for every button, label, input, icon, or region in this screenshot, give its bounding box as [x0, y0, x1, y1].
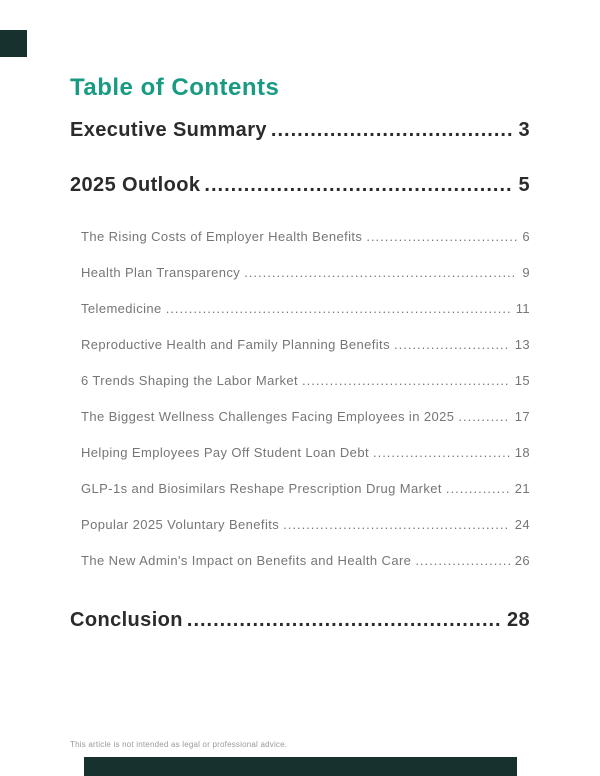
- toc-entry-label: Executive Summary: [70, 119, 267, 141]
- dot-leader: [373, 445, 510, 460]
- toc-entry-page-number: 3: [518, 119, 530, 141]
- dot-leader: [187, 609, 502, 632]
- toc-entry-label: Health Plan Transparency: [81, 265, 241, 280]
- toc-entry-label: Popular 2025 Voluntary Benefits: [81, 517, 280, 532]
- toc-entry-page-number: 24: [514, 517, 530, 532]
- toc-entry-label: The Rising Costs of Employer Health Benefits: [81, 229, 363, 244]
- page-bottom-accent: [84, 757, 517, 776]
- dot-leader: [204, 174, 513, 197]
- dot-leader: [283, 517, 510, 532]
- dot-leader: [166, 301, 511, 316]
- page-corner-accent: [0, 30, 27, 57]
- dot-leader: [244, 265, 517, 280]
- toc-entry-reproductive-health[interactable]: [81, 337, 530, 352]
- toc-entry-executive-summary[interactable]: [70, 119, 530, 142]
- toc-entry-label: Telemedicine: [81, 301, 162, 316]
- toc-entry-page-number: 9: [522, 265, 530, 280]
- dot-leader: [302, 373, 510, 388]
- toc-entry-page-number: 13: [514, 337, 530, 352]
- dot-leader: [394, 337, 510, 352]
- toc-entry-label: GLP-1s and Biosimilars Reshape Prescription Drug Market: [81, 481, 442, 496]
- dot-leader: [458, 409, 509, 424]
- toc-entry-page-number: 26: [514, 553, 530, 568]
- toc-entry-label: Reproductive Health and Family Planning Benefits: [81, 337, 390, 352]
- toc-entry-telemedicine[interactable]: [81, 301, 530, 316]
- toc-entry-label: 6 Trends Shaping the Labor Market: [81, 373, 298, 388]
- toc-entry-page-number: 11: [515, 301, 530, 316]
- toc-entry-wellness-challenges[interactable]: [81, 409, 530, 424]
- toc-entry-conclusion[interactable]: [70, 609, 530, 632]
- toc-entry-label: Helping Employees Pay Off Student Loan Debt: [81, 445, 369, 460]
- toc-entry-page-number: 21: [514, 481, 530, 496]
- toc-entry-page-number: 17: [514, 409, 530, 424]
- toc-entry-health-plan-transparency[interactable]: [81, 265, 530, 280]
- toc-entry-voluntary-benefits[interactable]: [81, 517, 530, 532]
- toc-entry-6-trends-labor-market[interactable]: [81, 373, 530, 388]
- toc-entry-label: 2025 Outlook: [70, 174, 201, 196]
- toc-entry-2025-outlook[interactable]: [70, 174, 530, 197]
- toc-entry-rising-costs[interactable]: [81, 229, 530, 244]
- dot-leader: [446, 481, 510, 496]
- toc-entry-page-number: 18: [514, 445, 530, 460]
- page-title: Table of Contents: [70, 74, 280, 101]
- toc-entry-page-number: 5: [518, 174, 530, 196]
- toc-entry-label: The New Admin's Impact on Benefits and Health Care: [81, 553, 412, 568]
- toc-entry-label: Conclusion: [70, 609, 183, 631]
- toc-entry-student-loan-debt[interactable]: [81, 445, 530, 460]
- disclaimer-text: This article is not intended as legal or professional advice.: [70, 740, 288, 749]
- toc-entry-page-number: 28: [506, 609, 530, 631]
- toc-entry-page-number: 15: [514, 373, 530, 388]
- dot-leader: [271, 119, 514, 142]
- toc-entry-glp1s-biosimilars[interactable]: [81, 481, 530, 496]
- toc-entry-label: The Biggest Wellness Challenges Facing Employees in 2025: [81, 409, 455, 424]
- toc-entry-page-number: 6: [522, 229, 530, 244]
- dot-leader: [415, 553, 509, 568]
- toc-entry-new-admin-impact[interactable]: [81, 553, 530, 568]
- dot-leader: [366, 229, 517, 244]
